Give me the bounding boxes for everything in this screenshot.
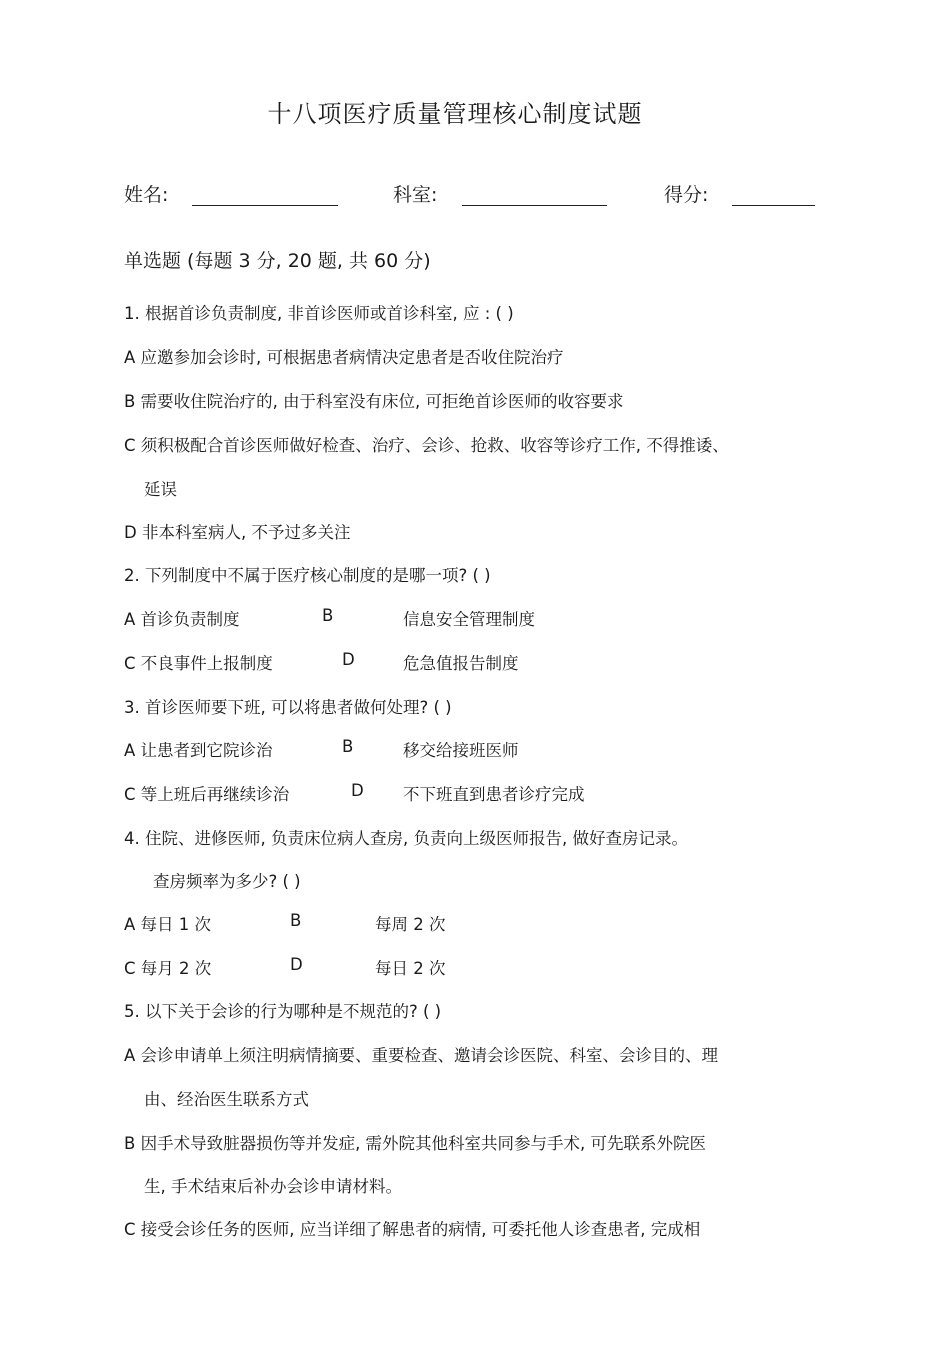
q1-option-b: B 需要收住院治疗的, 由于科室没有床位, 可拒绝首诊医师的收容要求 xyxy=(124,392,624,411)
q4-option-c: C 每月 2 次 xyxy=(124,959,212,978)
score-label: 得分: xyxy=(664,184,709,206)
q5-option-a-cont: 由、经治医生联系方式 xyxy=(144,1090,309,1109)
q3-option-d-letter: D xyxy=(351,781,364,800)
q2-option-b-letter: B xyxy=(322,606,334,625)
score-field xyxy=(664,180,708,207)
q5-option-b-cont: 生, 手术结束后补办会诊申请材料。 xyxy=(144,1177,402,1196)
q1-option-c: C 须积极配合首诊医师做好检查、治疗、会诊、抢救、收容等诊疗工作, 不得推诿、 xyxy=(124,436,729,455)
q4-option-b: 每周 2 次 xyxy=(375,915,446,934)
dept-label: 科室: xyxy=(393,184,438,206)
q5-option-c: C 接受会诊任务的医师, 应当详细了解患者的病情, 可委托他人诊查患者, 完成相 xyxy=(124,1220,701,1239)
q3-stem: 3. 首诊医师要下班, 可以将患者做何处理? ( ) xyxy=(124,698,452,717)
q4-option-a: A 每日 1 次 xyxy=(124,915,212,934)
q4-stem: 4. 住院、进修医师, 负责床位病人查房, 负责向上级医师报告, 做好查房记录。 xyxy=(124,829,688,848)
q4-option-b-letter: B xyxy=(290,911,302,930)
q1-option-a: A 应邀参加会诊时, 可根据患者病情决定患者是否收住院治疗 xyxy=(124,348,564,367)
q4-option-d: 每日 2 次 xyxy=(375,959,446,978)
q2-option-c: C 不良事件上报制度 xyxy=(124,654,273,673)
q1-option-c-cont: 延误 xyxy=(144,480,177,499)
q2-option-b: 信息安全管理制度 xyxy=(403,610,535,629)
q5-option-a: A 会诊申请单上须注明病情摘要、重要检查、邀请会诊医院、科室、会诊目的、理 xyxy=(124,1046,719,1065)
q5-option-b: B 因手术导致脏器损伤等并发症, 需外院其他科室共同参与手术, 可先联系外院医 xyxy=(124,1134,707,1153)
name-label: 姓名: xyxy=(124,184,169,206)
q2-option-d-letter: D xyxy=(342,650,355,669)
q5-stem: 5. 以下关于会诊的行为哪种是不规范的? ( ) xyxy=(124,1002,442,1021)
page-title: 十八项医疗质量管理核心制度试题 xyxy=(267,100,643,128)
q3-option-c: C 等上班后再继续诊治 xyxy=(124,785,290,804)
dept-field xyxy=(393,180,437,207)
section-heading: 单选题 (每题 3 分, 20 题, 共 60 分) xyxy=(124,250,431,272)
q2-option-a: A 首诊负责制度 xyxy=(124,610,240,629)
q3-option-a: A 让患者到它院诊治 xyxy=(124,741,273,760)
q4-option-d-letter: D xyxy=(290,955,303,974)
q1-stem: 1. 根据首诊负责制度, 非首诊医师或首诊科室, 应 : ( ) xyxy=(124,304,514,323)
q1-option-d: D 非本科室病人, 不予过多关注 xyxy=(124,523,351,542)
q3-option-b: 移交给接班医师 xyxy=(403,741,519,760)
name-field xyxy=(124,180,168,207)
q2-option-d: 危急值报告制度 xyxy=(403,654,519,673)
q3-option-b-letter: B xyxy=(342,737,354,756)
q4-stem-cont: 查房频率为多少? ( ) xyxy=(153,872,301,891)
q3-option-d: 不下班直到患者诊疗完成 xyxy=(403,785,585,804)
q2-stem: 2. 下列制度中不属于医疗核心制度的是哪一项? ( ) xyxy=(124,566,491,585)
